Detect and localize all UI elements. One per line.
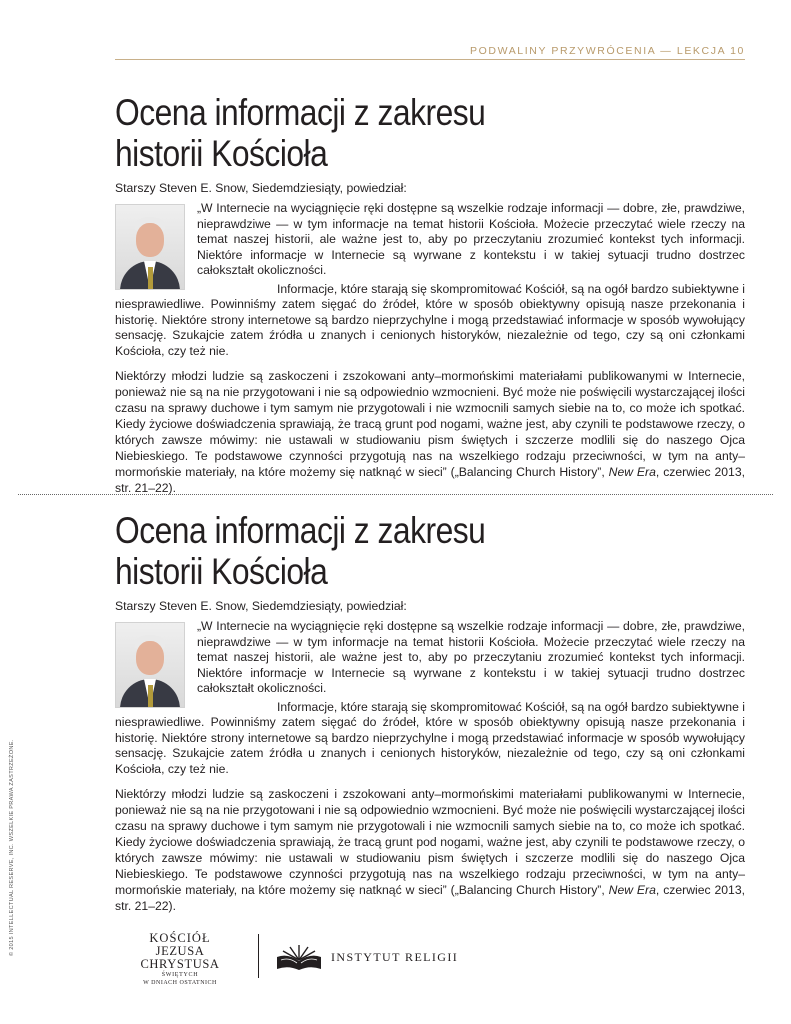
quote-paragraph-1: „W Internecie na wyciągnięcie ręki dostępne są wszelkie rodzaje informacji — dobre, złe, prawdziwe, nieprawdziwe — w tym informacje na temat historii Kościoła. Możecie przeczytać wiele rzeczy na temat naszej historii, ale ważne jest to, aby po przeczytaniu zrozumieć kontekst tych informacji. Niektóre informacje w Internecie są wyrwane z kontekstu i w takiej sytuacji trudno dostrzec całokształt okoliczności. [197, 201, 745, 277]
speaker-portrait [115, 204, 185, 290]
article-section-1 [115, 92, 745, 496]
quote-paragraph-1: „W Internecie na wyciągnięcie ręki dostępne są wszelkie rodzaje informacji — dobre, złe, prawdziwe, nieprawdziwe — w tym informacje na temat historii Kościoła. Możecie przeczytać wiele rzeczy na temat naszej historii, ale ważne jest to, aby po przeczytaniu zrozumieć kontekst tych informacji. Niektóre informacje w Internecie są wyrwane z kontekstu i w takiej sytuacji trudno dostrzec całokształt okoliczności. [197, 619, 745, 695]
speaker-portrait [115, 622, 185, 708]
header-rule [115, 59, 745, 60]
quote-paragraph-3 [115, 786, 745, 914]
church-logo [115, 932, 245, 987]
running-header: PODWALINY PRZYWRÓCENIA — LEKCJA 10 [470, 45, 745, 57]
citation-title: New Era [608, 883, 656, 897]
open-book-sunburst-icon [275, 943, 323, 971]
article-intro: Starszy Steven E. Snow, Siedemdziesiąty, powiedział: [115, 599, 407, 613]
church-logo-line-2: JEZUSA CHRYSTUSA [140, 944, 220, 971]
quote-block [115, 201, 745, 362]
church-logo-line-3: ŚWIĘTYCH [161, 972, 199, 978]
footer-divider [258, 934, 259, 978]
institute-name: INSTYTUT RELIGII [331, 950, 459, 964]
quote-paragraph-2: Informacje, które starają się skompromitować Kościół, są na ogół bardzo subiektywne i niesprawiedliwe. Powinniśmy zatem sięgać do źródeł, które w sposób obiektywny opisują nasze przekonania i historię. Niektóre strony internetowe są bardzo nieprzychylne i mogą przedstawiać informacje w sposób wywołujący sensację. Szukajcie zatem źródła u znanych i cenionych historyków, niezależnie od tego, czy są oni członkami Kościoła, czy też nie. [115, 281, 745, 358]
church-logo-line-1: KOŚCIÓŁ [149, 931, 211, 945]
article-intro: Starszy Steven E. Snow, Siedemdziesiąty, powiedział: [115, 181, 407, 195]
section-divider [18, 494, 773, 495]
church-logo-line-4: W DNIACH OSTATNICH [143, 980, 217, 986]
quote-block [115, 619, 745, 780]
quote-paragraph-2: Informacje, które starają się skompromitować Kościół, są na ogół bardzo subiektywne i niesprawiedliwe. Powinniśmy zatem sięgać do źródeł, które w sposób obiektywny opisują nasze przekonania i historię. Niektóre strony internetowe są bardzo nieprzychylne i mogą przedstawiać informacje w sposób wywołujący sensację. Szukajcie zatem źródła u znanych i cenionych historyków, niezależnie od tego, czy są oni członkami Kościoła, czy też nie. [115, 699, 745, 776]
citation-title: New Era [608, 465, 656, 479]
copyright-notice: © 2015 INTELLECTUAL RESERVE, INC. WSZELKIE PRAWA ZASTRZEŻONE. [9, 739, 15, 956]
citation-rest: , czerwiec 2013, str. 21–22). [115, 465, 746, 495]
article-section-2 [115, 510, 745, 914]
citation-rest: , czerwiec 2013, str. 21–22). [115, 883, 746, 913]
quote-paragraph-3-text: Niektórzy młodzi ludzie są zaskoczeni i zszokowani anty–mormońskimi materiałami publikowanymi w Internecie, ponieważ nie są na nie przygotowani i nie są odpowiednio wzmocnieni. Być może nie poświęcili wystarczającej ilości czasu na sprawy duchowe i tym samym nie przygotowali i nie wzmocnili samych siebie na to, co może ich spotkać. Kiedy życiowe doświadczenia sprawiają, że tracą grunt pod nogami, ważne jest, aby czynili te podstawowe rzeczy, o których zawsze mówimy: nie ustawali w studiowaniu pism świętych i szczerze modlili się do naszego Ojca Niebieskiego. Te podstawowe czynności przygotują nas na wszelkiego rodzaju przeciwności, w tym na anty–mormońskie materiały, na które możemy się natknąć w sieci” („Balancing Church History”, [115, 787, 745, 897]
footer-logos [115, 930, 495, 986]
quote-paragraph-3-text: Niektórzy młodzi ludzie są zaskoczeni i zszokowani anty–mormońskimi materiałami publikowanymi w Internecie, ponieważ nie są na nie przygotowani i nie są odpowiednio wzmocnieni. Być może nie poświęcili wystarczającej ilości czasu na sprawy duchowe i tym samym nie przygotowali i nie wzmocnili samych siebie na to, co może ich spotkać. Kiedy życiowe doświadczenia sprawiają, że tracą grunt pod nogami, ważne jest, aby czynili te podstawowe rzeczy, o których zawsze mówimy: nie ustawali w studiowaniu pism świętych i szczerze modlili się do naszego Ojca Niebieskiego. Te podstawowe czynności przygotują nas na wszelkiego rodzaju przeciwności, w tym na anty–mormońskie materiały, na które możemy się natknąć w sieci” („Balancing Church History”, [115, 369, 745, 479]
quote-paragraph-3 [115, 368, 745, 496]
article-title: Ocena informacji z zakresu historii Kościoła [115, 92, 486, 174]
article-title: Ocena informacji z zakresu historii Kościoła [115, 510, 486, 592]
